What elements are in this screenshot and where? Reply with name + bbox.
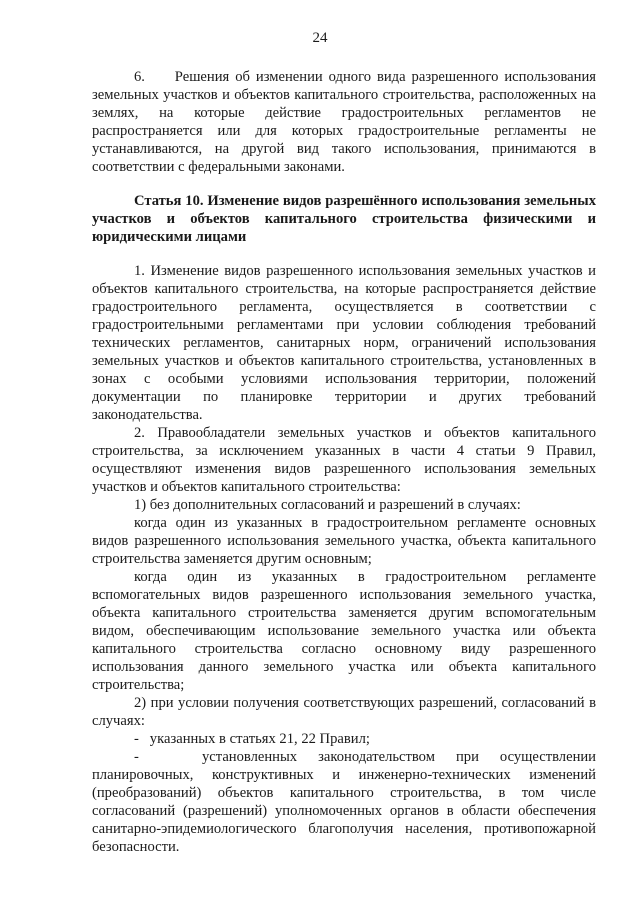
dash-item-articles: - указанных в статьях 21, 22 Правил; [134, 731, 370, 747]
paragraph-6: 6. Решения об изменении одного вида разрешенного использования земельных участков и объектов капитального строительства, расположенных на землях, на которые действие градостроительных регламентов не распространяется или для которых градостроительные регламенты не устанавливаются, на другой вид такого использования, принимаются в соответствии с федеральными законами. [92, 69, 596, 175]
paragraph-1: 1. Изменение видов разрешенного использования земельных участков и объектов капитального строительства, на которые распространяется действие градостроительного регламента, осуществляется в соответствии с градостроительными регламентами при условии соблюдения требований технических регламентов, санитарных норм, ограничений использования земельных участков и объектов капитального строительства, установленных в зонах с особыми условиями использования территории, положений документации по планировке территории и других требований законодательства. [92, 263, 596, 423]
paragraph-2: 2. Правообладатели земельных участков и объектов капитального строительства, за исключением указанных в части 4 статьи 9 Правил, осуществляют изменения видов разрешенного использования земельных участков и объектов капитального строительства: [92, 425, 596, 495]
subitem-1: 1) без дополнительных согласований и разрешений в случаях: [134, 497, 521, 513]
subitem-2: 2) при условии получения соответствующих разрешений, согласований в случаях: [92, 695, 596, 729]
article-heading: Статья 10. Изменение видов разрешённого использования земельных участков и объектов капитального строительства физическими и юридическими лицами [92, 193, 596, 245]
spacer [92, 246, 596, 262]
dash-item-legislation: - установленных законодательством при осуществлении планировочных, конструктивных и инженерно-технических изменений (преобразований) объектов капитального строительства, в том числе согласований (разрешений) уполномоченных органов в области обеспечения санитарно-эпидемиологического благополучия населения, противопожарной безопасности. [92, 749, 596, 855]
case-auxiliary-type: когда один из указанных в градостроительном регламенте вспомогательных видов разрешенного использования земельного участка, объекта капитального строительства заменяется другим вспомогательным видом, обеспечивающим использование земельного участка или объекта капитального строительства согласно основному виду разрешенного использования данного земельного участка или объекта капитального строительства; [92, 569, 596, 693]
spacer [92, 176, 596, 192]
page-number: 24 [312, 30, 328, 46]
case-main-type: когда один из указанных в градостроительном регламенте основных видов разрешенного использования земельного участка, объекта капитального строительства заменяется другим основным; [92, 515, 596, 567]
document-body [92, 68, 596, 856]
